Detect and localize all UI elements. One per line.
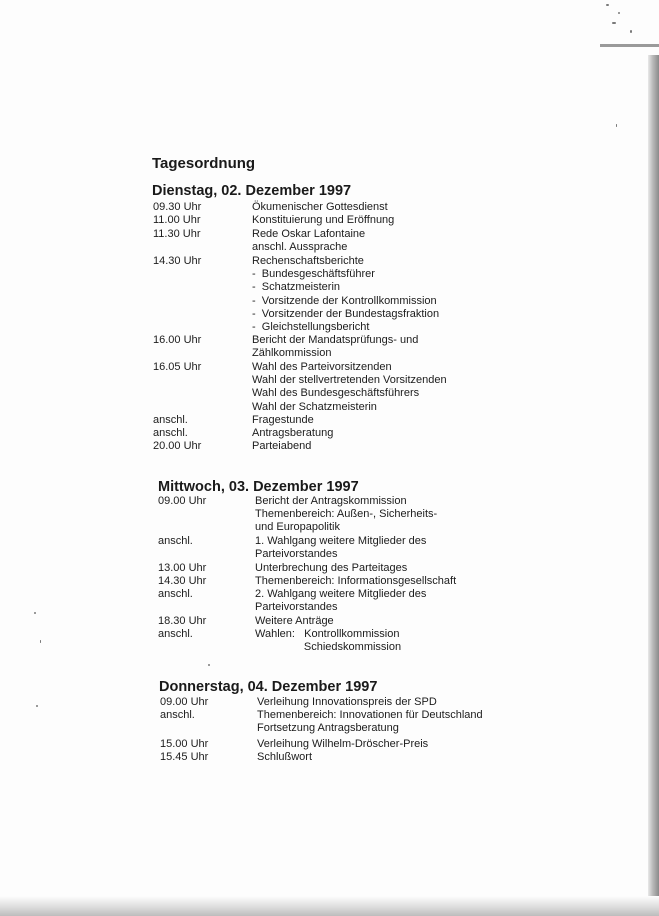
day-heading: Donnerstag, 04. Dezember 1997 (159, 679, 378, 695)
scan-speck (612, 22, 616, 24)
page-title: Tagesordnung (152, 155, 256, 172)
agenda-item-line: Wahl des Bundesgeschäftsführers (252, 387, 420, 400)
agenda-time: anschl. (153, 427, 188, 439)
agenda-time: 14.30 Uhr (153, 255, 202, 267)
agenda-item-line: Ökumenischer Gottesdienst (252, 201, 388, 213)
agenda-time: anschl. (158, 535, 193, 547)
scan-edge-shadow (648, 55, 659, 916)
agenda-item-line: Themenbereich: Informationsgesellschaft (255, 575, 457, 587)
agenda-item-line: - Schatzmeisterin (252, 281, 341, 294)
agenda-item-line: Wahlen: Kontrollkommission (255, 628, 400, 640)
agenda-time: 16.00 Uhr (153, 334, 202, 346)
day-heading: Mittwoch, 03. Dezember 1997 (158, 479, 359, 495)
agenda-time: anschl. (153, 414, 188, 426)
agenda-item-line: - Gleichstellungsbericht (252, 321, 370, 333)
scan-speck (40, 640, 41, 643)
scan-bottom-shadow (0, 896, 659, 916)
agenda-time: anschl. (158, 628, 193, 640)
agenda-item-line: Schlußwort (257, 751, 313, 763)
agenda-item-line: Weitere Anträge (255, 615, 334, 627)
agenda-item-line: Parteiabend (252, 440, 312, 452)
agenda-item-line: Rechenschaftsberichte (252, 255, 364, 267)
agenda-item-line: - Vorsitzende der Kontrollkommission (252, 294, 437, 307)
agenda-item-line: Themenbereich: Außen-, Sicherheits- (255, 508, 438, 521)
agenda-time: 14.30 Uhr (158, 575, 207, 587)
agenda-time: 13.00 Uhr (158, 562, 207, 574)
agenda-item-line: Verleihung Wilhelm-Dröscher-Preis (257, 738, 429, 750)
agenda-time: 15.00 Uhr (160, 738, 209, 750)
agenda-time: anschl. (158, 588, 193, 600)
agenda-item-line: Themenbereich: Innovationen für Deutschland (257, 709, 483, 721)
scan-speck (606, 4, 609, 6)
scan-speck (618, 12, 620, 14)
agenda-time: 09.00 Uhr (158, 495, 207, 507)
agenda-item-line: Wahl der stellvertretenden Vorsitzenden (252, 374, 447, 387)
agenda-time: 09.00 Uhr (160, 696, 209, 708)
scan-edge-line (600, 44, 659, 47)
agenda-item-line: Fortsetzung Antragsberatung (257, 722, 399, 735)
scan-speck (630, 30, 632, 33)
agenda-time: 15.45 Uhr (160, 751, 209, 763)
agenda-item-line: Antragsberatung (252, 427, 334, 439)
agenda-item-line: Unterbrechung des Parteitages (255, 562, 408, 574)
agenda-time: 09.30 Uhr (153, 201, 202, 213)
agenda-item-line: Wahl des Parteivorsitzenden (252, 361, 392, 373)
agenda-item-line: Wahl der Schatzmeisterin (252, 400, 377, 413)
agenda-item-line: Bericht der Antragskommission (255, 495, 407, 507)
agenda-time: 18.30 Uhr (158, 615, 207, 627)
agenda-time: 16.05 Uhr (153, 361, 202, 373)
agenda-time: anschl. (160, 709, 195, 721)
agenda-item-line: Schiedskommission (255, 641, 402, 654)
scan-speck (616, 124, 617, 127)
agenda-item-line: Konstituierung und Eröffnung (252, 214, 395, 226)
agenda-item-line: anschl. Aussprache (252, 241, 348, 254)
scan-speck (208, 664, 210, 666)
agenda-item-line: Bericht der Mandatsprüfungs- und (252, 334, 419, 346)
scan-speck (36, 705, 38, 707)
scan-speck (34, 612, 36, 614)
agenda-time: 20.00 Uhr (153, 440, 202, 452)
agenda-time: 11.30 Uhr (153, 228, 201, 240)
agenda-item-line: Parteivorstandes (255, 548, 338, 561)
agenda-item-line: 1. Wahlgang weitere Mitglieder des (255, 535, 427, 547)
agenda-item-line: Verleihung Innovationspreis der SPD (257, 696, 437, 708)
agenda-item-line: und Europapolitik (255, 521, 341, 534)
agenda-item-line: Parteivorstandes (255, 601, 338, 614)
agenda-item-line: - Bundesgeschäftsführer (252, 268, 375, 281)
agenda-item-line: Zählkommission (252, 347, 332, 360)
day-heading: Dienstag, 02. Dezember 1997 (152, 183, 352, 199)
agenda-time: 11.00 Uhr (153, 214, 201, 226)
agenda-item-line: 2. Wahlgang weitere Mitglieder des (255, 588, 427, 600)
agenda-item-line: Fragestunde (252, 414, 314, 426)
agenda-item-line: Rede Oskar Lafontaine (252, 228, 366, 240)
agenda-item-line: - Vorsitzender der Bundestagsfraktion (252, 307, 440, 320)
